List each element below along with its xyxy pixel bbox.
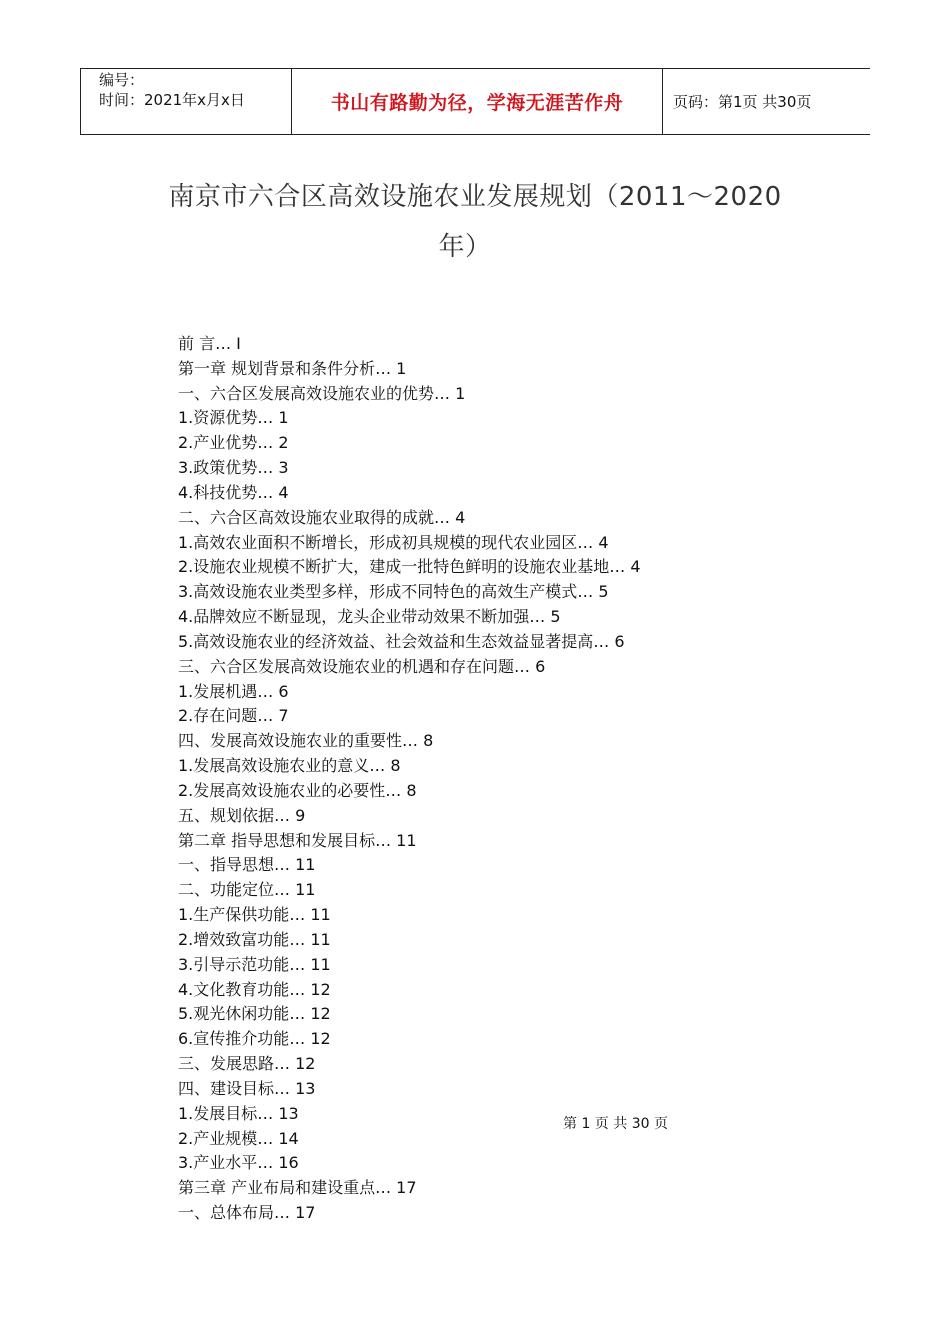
toc-item[interactable]: 6.宣传推介功能… 12 (178, 1029, 331, 1049)
toc-item[interactable]: 4.科技优势… 4 (178, 482, 289, 502)
toc-item[interactable]: 一、六合区发展高效设施农业的优势… 1 (178, 383, 466, 403)
table-of-contents (178, 332, 641, 1226)
toc-item[interactable]: 3.产业水平… 16 (178, 1153, 299, 1173)
toc-item[interactable]: 一、总体布局… 17 (178, 1202, 316, 1222)
toc-item[interactable]: 4.品牌效应不断显现，龙头企业带动效果不断加强… 5 (178, 607, 561, 627)
header-meta-cell (81, 69, 292, 135)
toc-item[interactable]: 二、功能定位… 11 (178, 880, 316, 900)
toc-item[interactable]: 1.发展目标… 13 (178, 1103, 299, 1123)
toc-item[interactable]: 3.高效设施农业类型多样，形成不同特色的高效生产模式… 5 (178, 582, 609, 602)
toc-item[interactable]: 四、发展高效设施农业的重要性… 8 (178, 731, 434, 751)
toc-item[interactable]: 一、指导思想… 11 (178, 855, 316, 875)
toc-item[interactable]: 1.高效农业面积不断增长，形成初具规模的现代农业园区… 4 (178, 532, 609, 552)
toc-item[interactable]: 1.发展机遇… 6 (178, 681, 289, 701)
header-page-code: 页码：第1页 共30页 (663, 69, 871, 135)
toc-item[interactable]: 4.文化教育功能… 12 (178, 979, 331, 999)
toc-item[interactable]: 第一章 规划背景和条件分析… 1 (178, 358, 407, 378)
toc-item[interactable]: 2.发展高效设施农业的必要性… 8 (178, 780, 417, 800)
toc-item[interactable]: 二、六合区高效设施农业取得的成就… 4 (178, 507, 466, 527)
toc-item[interactable]: 四、建设目标… 13 (178, 1078, 316, 1098)
document-title-line2: 年） (438, 232, 492, 262)
toc-item[interactable]: 2.存在问题… 7 (178, 706, 289, 726)
toc-item[interactable]: 五、规划依据… 9 (178, 805, 306, 825)
toc-item[interactable]: 2.产业优势… 2 (178, 433, 289, 453)
toc-item[interactable]: 三、六合区发展高效设施农业的机遇和存在问题… 6 (178, 656, 546, 676)
toc-item[interactable]: 2.产业规模… 14 (178, 1128, 299, 1148)
toc-item[interactable]: 第二章 指导思想和发展目标… 11 (178, 830, 417, 850)
toc-item[interactable]: 三、发展思路… 12 (178, 1054, 316, 1074)
header-motto: 书山有路勤为径，学海无涯苦作舟 (292, 69, 663, 135)
toc-item[interactable]: 第三章 产业布局和建设重点… 17 (178, 1178, 417, 1198)
document-title-line1: 南京市六合区高效设施农业发展规划（2011～2020 (168, 182, 782, 212)
toc-item[interactable]: 1.生产保供功能… 11 (178, 905, 331, 925)
toc-item[interactable]: 3.引导示范功能… 11 (178, 954, 331, 974)
toc-item[interactable]: 2.设施农业规模不断扩大，建成一批特色鲜明的设施农业基地… 4 (178, 557, 641, 577)
document-number-label: 编号： (99, 71, 145, 89)
toc-item[interactable]: 1.资源优势… 1 (178, 408, 289, 428)
toc-item[interactable]: 3.政策优势… 3 (178, 458, 289, 478)
toc-item[interactable]: 5.高效设施农业的经济效益、社会效益和生态效益显著提高… 6 (178, 631, 625, 651)
header-table (80, 68, 870, 135)
toc-item[interactable]: 5.观光休闲功能… 12 (178, 1004, 331, 1024)
toc-item[interactable]: 前 言… I (178, 334, 241, 353)
document-time-label: 时间：2021年x月x日 (99, 91, 245, 109)
toc-item[interactable]: 2.增效致富功能… 11 (178, 929, 331, 949)
toc-item[interactable]: 1.发展高效设施农业的意义… 8 (178, 756, 401, 776)
page-footer: 第 1 页 共 30 页 (563, 1116, 668, 1132)
